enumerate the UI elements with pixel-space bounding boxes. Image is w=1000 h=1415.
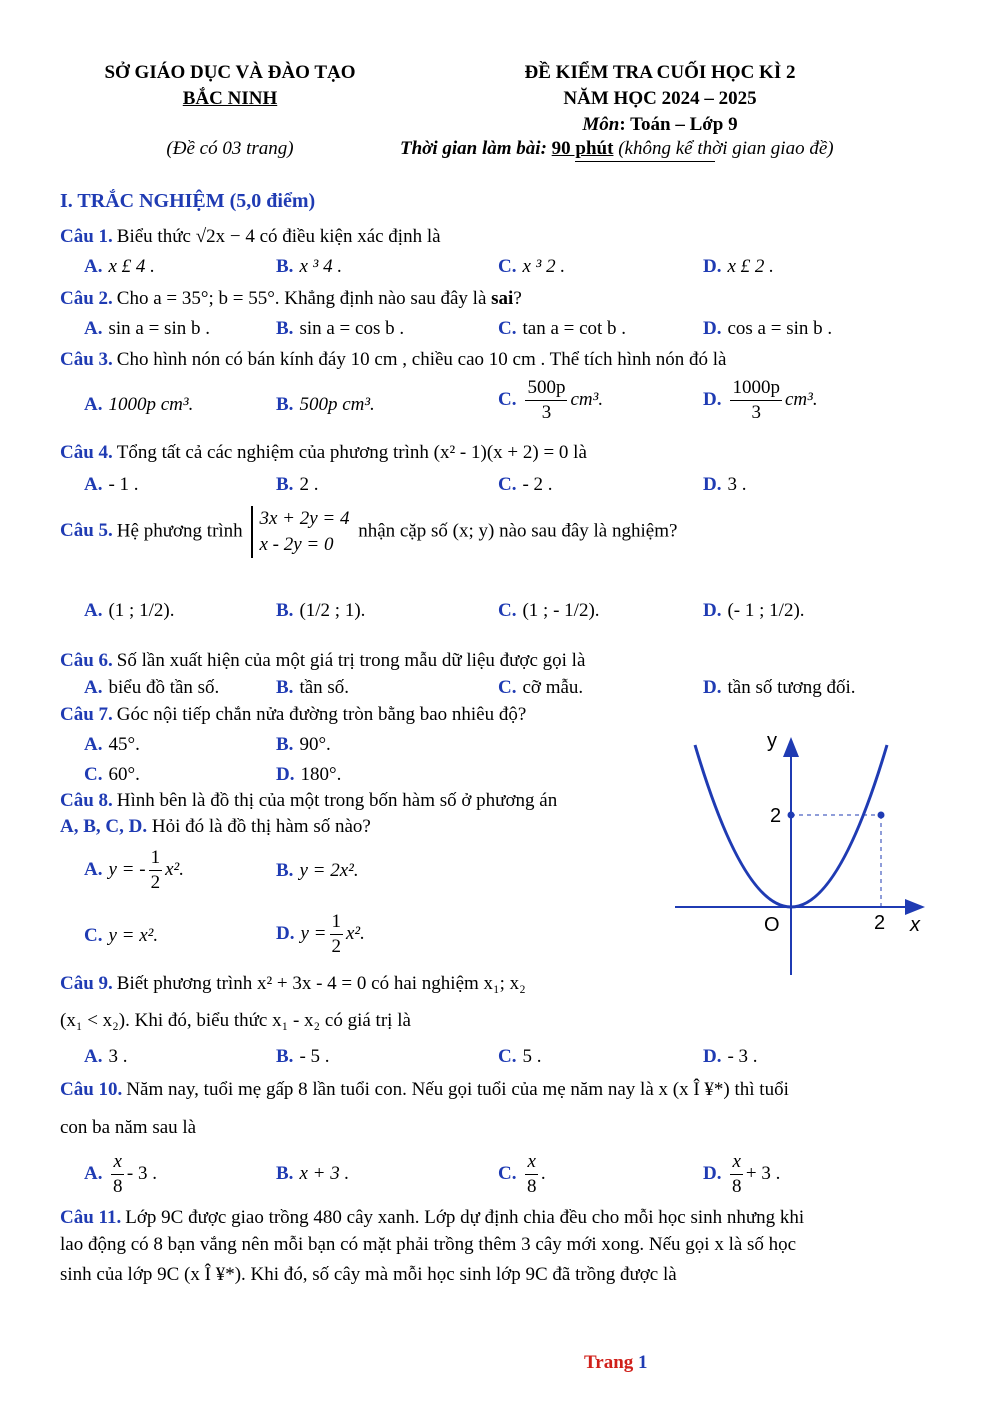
y-tick-label: 2 xyxy=(770,805,782,827)
q9-text-line1: Biết phương trình x² + 3x - 4 = 0 có hai nghiệm x₁; x₂ xyxy=(116,973,526,994)
pages-note: (Đề có 03 trang) xyxy=(166,138,294,159)
q7-text: Góc nội tiếp chắn nửa đường tròn bằng bao nhiêu độ? xyxy=(116,704,527,725)
q4-option-d[interactable]: D. 3 . xyxy=(703,474,747,495)
q2-option-b[interactable]: B. sin a = cos b . xyxy=(276,318,405,339)
q2-text: Cho a = 35°; b = 55°. Khẳng định nào sau đây là xyxy=(116,288,487,309)
q11-text-line1: Lớp 9C được giao trồng 480 cây xanh. Lớp dự định chia đều cho mỗi học sinh nhưng khi xyxy=(125,1207,805,1228)
q11-label: Câu 11. xyxy=(60,1207,122,1228)
q8-options-ref: A, B, C, D. xyxy=(60,816,148,837)
q6-text: Số lần xuất hiện của một giá trị trong mẫu dữ liệu được gọi là xyxy=(116,650,586,671)
question-1 xyxy=(60,226,441,248)
q8-option-d[interactable]: D. y = $\frac{1}{2}$ x². xyxy=(276,911,365,957)
q1-option-d[interactable]: D. x £ 2 . xyxy=(703,256,774,277)
q7-option-a[interactable]: A. 45°. xyxy=(84,734,140,755)
q8-option-a[interactable]: A. y = - $\frac{1}{2}$ x². xyxy=(84,847,184,893)
q8-option-b[interactable]: B. y = 2x². xyxy=(276,860,359,881)
q1-option-c[interactable]: C. x ³ 2 . xyxy=(498,256,566,277)
y-tick-point xyxy=(788,812,795,819)
q4-label: Câu 4. xyxy=(60,442,113,463)
dept-line1: SỞ GIÁO DỤC VÀ ĐÀO TẠO xyxy=(104,62,356,83)
q3-option-a[interactable]: A. 1000p cm³. xyxy=(84,394,194,415)
q6-label: Câu 6. xyxy=(60,650,113,671)
question-10 xyxy=(60,1079,789,1101)
q6-option-d[interactable]: D. tần số tương đối. xyxy=(703,677,856,698)
question-11 xyxy=(60,1207,804,1229)
q3-label: Câu 3. xyxy=(60,349,113,370)
question-4 xyxy=(60,442,587,464)
q7-option-b[interactable]: B. 90°. xyxy=(276,734,331,755)
q2-text-end: ? xyxy=(513,288,522,309)
q4-option-b[interactable]: B. 2 . xyxy=(276,474,319,495)
q1-option-b[interactable]: B. x ³ 4 . xyxy=(276,256,343,277)
q10-text-line1: Năm nay, tuổi mẹ gấp 8 lần tuổi con. Nếu gọi tuổi của mẹ năm nay là x (x Î ¥*) thì tuổi xyxy=(126,1079,789,1100)
school-year: NĂM HỌC 2024 – 2025 xyxy=(563,88,757,109)
q1-option-a[interactable]: A. x £ 4 . xyxy=(84,256,155,277)
q6-option-c[interactable]: C. cỡ mẫu. xyxy=(498,677,584,698)
q5-option-d[interactable]: D. (- 1 ; 1/2). xyxy=(703,600,805,621)
q10-option-d[interactable]: D. $\frac{x}{8}$ + 3 . xyxy=(703,1151,781,1197)
q5-option-a[interactable]: A. (1 ; 1/2). xyxy=(84,600,175,621)
q2-option-a[interactable]: A. sin a = sin b . xyxy=(84,318,210,339)
question-8 xyxy=(60,790,557,812)
parabola-graph xyxy=(660,725,940,985)
subject-line xyxy=(440,114,880,136)
subject-label: Môn xyxy=(582,114,620,135)
q1-text: Biểu thức √2x − 4 có điều kiện xác định là xyxy=(116,226,441,247)
footer-page-number: 1 xyxy=(638,1352,648,1373)
q9-text-line2: (x₁ < x₂). Khi đó, biểu thức x₁ - x₂ có giá trị là xyxy=(60,1010,411,1031)
q8-label: Câu 8. xyxy=(60,790,113,811)
q10-label: Câu 10. xyxy=(60,1079,123,1100)
q5-text-b: nhận cặp số (x; y) nào sau đây là nghiệm? xyxy=(358,520,678,542)
q5-option-c[interactable]: C. (1 ; - 1/2). xyxy=(498,600,600,621)
q11-text-line3: sinh của lớp 9C (x Î ¥*). Khi đó, số cây mà mỗi học sinh lớp 9C đã trồng được là xyxy=(60,1264,677,1285)
q3-option-d[interactable]: D. $\frac{1000p}{3}$ cm³. xyxy=(703,377,818,423)
time-value: 90 phút xyxy=(551,138,614,159)
q10-option-c[interactable]: C. $\frac{x}{8}$ . xyxy=(498,1151,546,1197)
q9-option-c[interactable]: C. 5 . xyxy=(498,1046,542,1067)
question-7 xyxy=(60,704,526,726)
q5-label: Câu 5. xyxy=(60,520,113,542)
question-6 xyxy=(60,650,585,672)
q10-option-a[interactable]: A. $\frac{x}{8}$ - 3 . xyxy=(84,1151,157,1197)
q10-text-line2: con ba năm sau là xyxy=(60,1117,197,1138)
q5-option-b[interactable]: B. (1/2 ; 1). xyxy=(276,600,366,621)
q6-option-b[interactable]: B. tần số. xyxy=(276,677,350,698)
origin-label: O xyxy=(764,914,780,936)
q2-label: Câu 2. xyxy=(60,288,113,309)
q3-option-c[interactable]: C. $\frac{500p}{3}$ cm³. xyxy=(498,377,604,423)
time-line: Thời gian làm bài: 90 phút (không kể thời gian giao đề) xyxy=(400,138,834,159)
y-axis-label: y xyxy=(767,730,777,752)
q2-option-c[interactable]: C. tan a = cot b . xyxy=(498,318,627,339)
q9-option-b[interactable]: B. - 5 . xyxy=(276,1046,330,1067)
question-9 xyxy=(60,973,526,995)
question-2 xyxy=(60,288,522,310)
q3-option-b[interactable]: B. 500p cm³. xyxy=(276,394,375,415)
question-3 xyxy=(60,349,726,371)
q9-option-d[interactable]: D. - 3 . xyxy=(703,1046,758,1067)
section-title: I. TRẮC NGHIỆM (5,0 điểm) xyxy=(60,190,316,212)
q2-option-d[interactable]: D. cos a = sin b . xyxy=(703,318,833,339)
time-label: Thời gian làm bài xyxy=(400,138,541,159)
curve-point xyxy=(878,812,885,819)
q4-option-a[interactable]: A. - 1 . xyxy=(84,474,139,495)
q8-text-line2-wrap xyxy=(60,816,371,838)
q10-option-b[interactable]: B. x + 3 . xyxy=(276,1163,350,1184)
q6-option-a[interactable]: A. biểu đồ tần số. xyxy=(84,677,220,698)
q4-option-c[interactable]: C. - 2 . xyxy=(498,474,553,495)
header-rule xyxy=(575,161,715,162)
time-note: (không kể thời gian giao đề) xyxy=(618,138,834,159)
q7-option-d[interactable]: D. 180°. xyxy=(276,764,342,785)
question-5 xyxy=(60,506,677,558)
q9-label: Câu 9. xyxy=(60,973,113,994)
q2-text-bold: sai xyxy=(491,288,514,309)
q3-text: Cho hình nón có bán kính đáy 10 cm , chiều cao 10 cm . Thể tích hình nón đó là xyxy=(116,349,727,370)
q7-option-c[interactable]: C. 60°. xyxy=(84,764,140,785)
subject-value: : Toán – Lớp 9 xyxy=(619,114,738,135)
q8-text-line2: Hỏi đó là đồ thị hàm số nào? xyxy=(151,816,371,837)
q1-label: Câu 1. xyxy=(60,226,113,247)
q8-text-line1: Hình bên là đồ thị của một trong bốn hàm số ở phương án xyxy=(116,790,558,811)
q5-system: 3x + 2y = 4 x - 2y = 0 xyxy=(251,506,349,558)
q9-option-a[interactable]: A. 3 . xyxy=(84,1046,128,1067)
x-tick-label: 2 xyxy=(874,912,886,934)
page-footer xyxy=(584,1352,648,1374)
q7-label: Câu 7. xyxy=(60,704,113,725)
footer-page-word: Trang xyxy=(584,1352,634,1373)
dept-line2: BẮC NINH xyxy=(182,88,278,109)
q8-option-c[interactable]: C. y = x². xyxy=(84,925,159,946)
q11-text-line2: lao động có 8 bạn vắng nên mỗi bạn có mặt phải trồng thêm 3 cây mới xong. Nếu gọi x là số học xyxy=(60,1234,797,1255)
q5-text-a: Hệ phương trình xyxy=(116,520,243,542)
x-axis-label: x xyxy=(910,914,920,936)
exam-title: ĐỀ KIỂM TRA CUỐI HỌC KÌ 2 xyxy=(524,62,796,83)
q4-text: Tổng tất cả các nghiệm của phương trình (x² - 1)(x + 2) = 0 là xyxy=(116,442,587,463)
